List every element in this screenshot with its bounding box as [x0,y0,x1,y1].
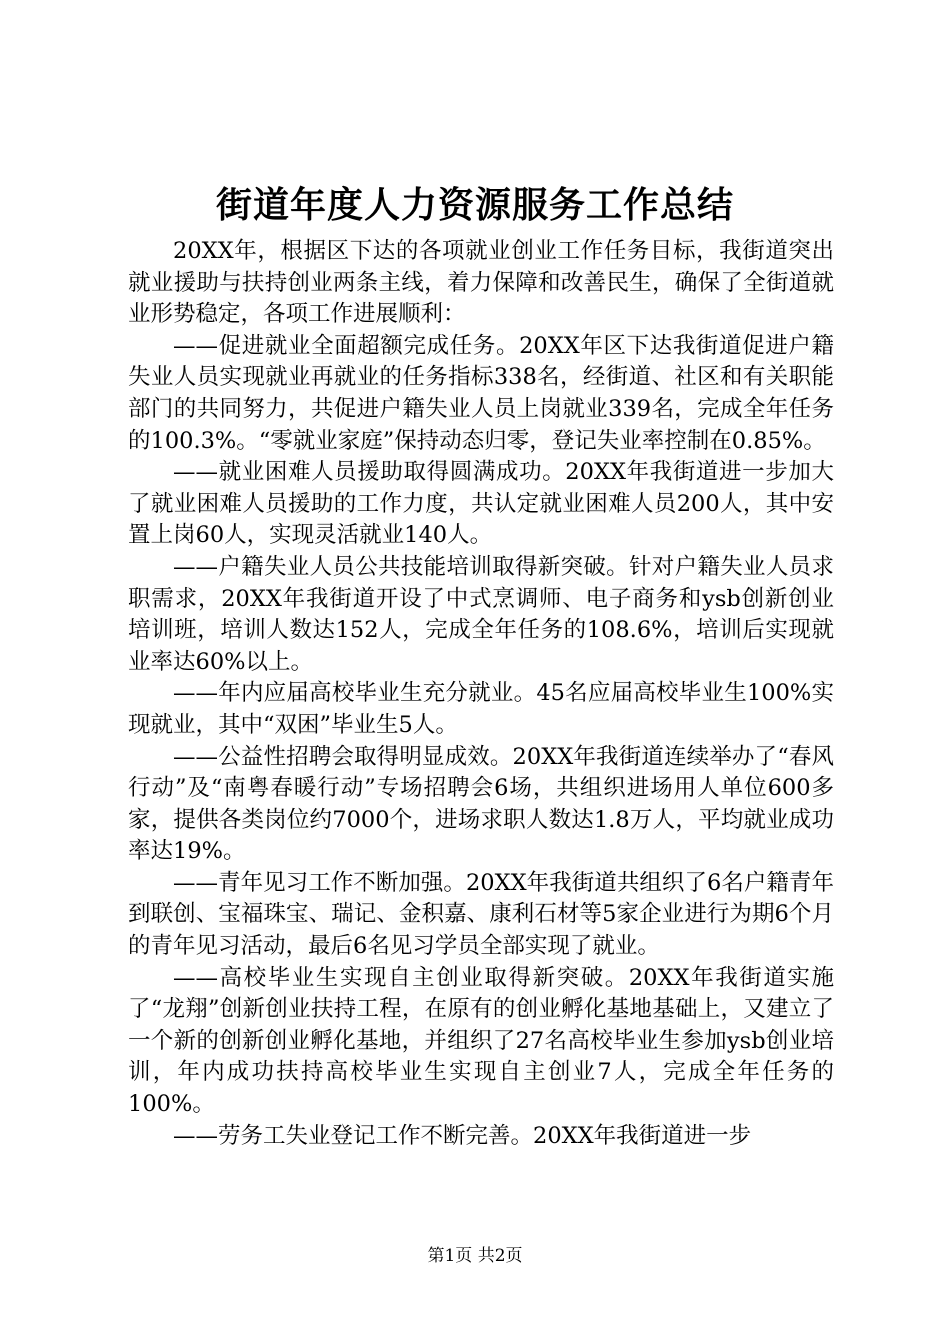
paragraph: ——劳务工失业登记工作不断完善。20XX年我街道进一步 [173,1122,752,1149]
paragraph: ——就业困难人员援助取得圆满成功。20XX年我街道进一步加大了就业困难人员援助的工作力度，共认定就业困难人员200人，其中安置上岗60人，实现灵活就业140人。 [128,459,834,549]
paragraph: ——户籍失业人员公共技能培训取得新突破。针对户籍失业人员求职需求，20XX年我街道开设了中式烹调师、电子商务和ysb创新创业培训班，培训人数达152人，完成全年任务的108.6%，培训后实现就业率达60%以上。 [128,553,834,675]
document-title: 街道年度人力资源服务工作总结 [215,184,734,226]
page-footer: 第1页 共2页 [427,1246,523,1266]
paragraph: ——青年见习工作不断加强。20XX年我街道共组织了6名户籍青年到联创、宝福珠宝、瑞记、金积嘉、康利石材等5家企业进行为期6个月的青年见习活动，最后6名见习学员全部实现了就业。 [128,869,834,960]
paragraph: ——年内应届高校毕业生充分就业。45名应届高校毕业生100%实现就业，其中“双困”毕业生5人。 [128,680,834,738]
document-body [128,236,834,1152]
paragraph: ——促进就业全面超额完成任务。20XX年区下达我街道促进户籍失业人员实现就业再就业的任务指标338名，经街道、社区和有关职能部门的共同努力，共促进户籍失业人员上岗就业339名，完成全年任务的100.3%。“零就业家庭”保持动态归零，登记失业率控制在0.85%。 [128,332,834,454]
paragraph: ——高校毕业生实现自主创业取得新突破。20XX年我街道实施了“龙翔”创新创业扶持工程，在原有的创业孵化基地基础上，又建立了一个新的创新创业孵化基地，并组织了27名高校毕业生参加ysb创业培训，年内成功扶持高校毕业生实现自主创业7人，完成全年任务的100%。 [128,964,834,1118]
paragraph: 20XX年，根据区下达的各项就业创业工作任务目标，我街道突出就业援助与扶持创业两条主线，着力保障和改善民生，确保了全街道就业形势稳定，各项工作进展顺利： [128,238,834,328]
paragraph: ——公益性招聘会取得明显成效。20XX年我街道连续举办了“春风行动”及“南粤春暖行动”专场招聘会6场，共组织进场用人单位600多家，提供各类岗位约7000个，进场求职人数达1.8万人，平均就业成功率达19%。 [128,743,834,865]
